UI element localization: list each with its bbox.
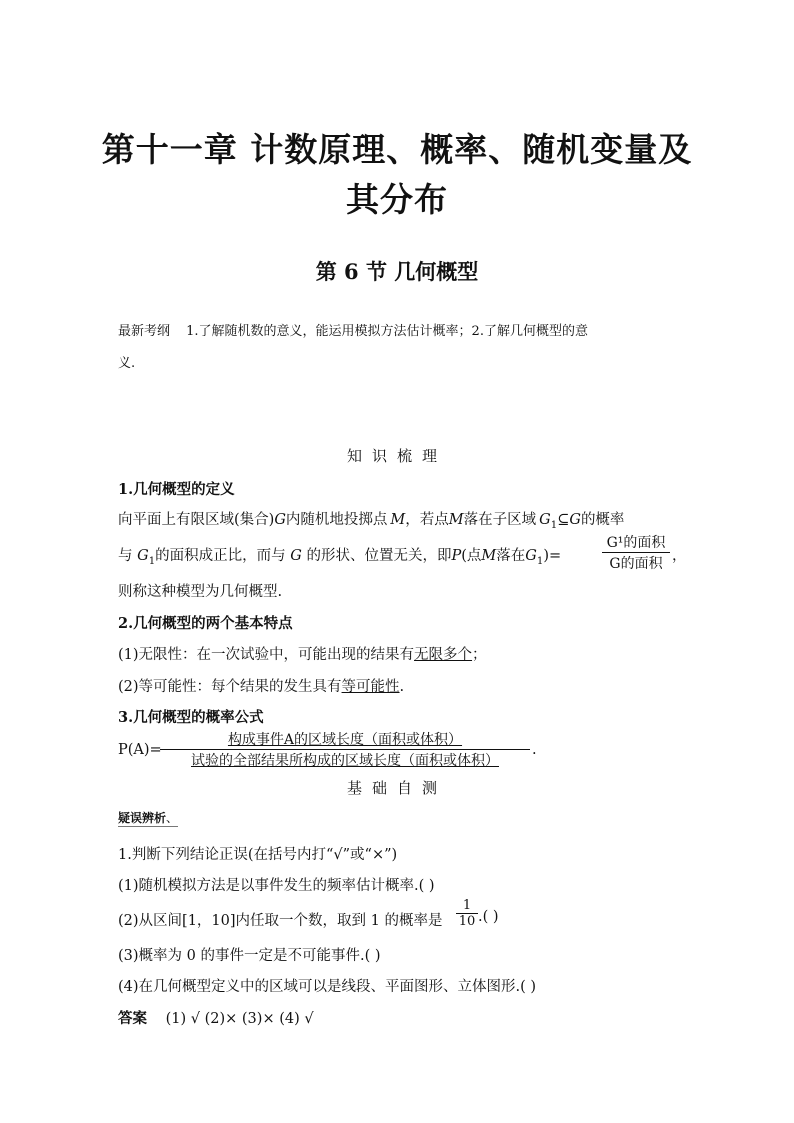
var-g1: G [137, 548, 149, 564]
formula-lhs: P(A)= [118, 742, 162, 758]
diagnosis-mark: 、 [166, 811, 179, 825]
features-title: 2.几何概型的两个基本特点 [118, 615, 293, 632]
var-g: G [569, 512, 581, 528]
text-segment: ，若点 [405, 512, 449, 528]
text-segment: )= [543, 548, 562, 564]
syllabus-line2: 义. [118, 356, 136, 371]
text-segment: 落在 [496, 548, 526, 564]
question-item-4: (4)在几何概型定义中的区域可以是线段、平面图形、立体图形.( ) [118, 979, 537, 995]
subscript: 1 [148, 555, 156, 567]
var-g1: G [525, 548, 537, 564]
text-segment: 的概率 [580, 512, 625, 528]
var-m: M [481, 548, 497, 564]
knowledge-heading: 知识梳理 [346, 447, 447, 465]
fraction-denominator: 试验的全部结果所构成的区域长度（面积或体积） [191, 753, 499, 769]
text-segment: (点 [461, 548, 482, 564]
text-segment: (2)等可能性：每个结果的发生具有 [118, 679, 342, 695]
question-item-3: (3)概率为 0 的事件一定是不可能事件.( ) [118, 948, 381, 964]
question-item-2 [118, 909, 442, 930]
fraction-numerator: G¹的面积 [606, 535, 666, 551]
text-segment: . [399, 679, 405, 695]
syllabus-text: 1.了解随机数的意义，能运用模拟方法估计概率；2.了解几何概型的意 [186, 324, 588, 339]
section-title: 第 6 节 几何概型 [315, 259, 479, 284]
feature-item-2 [118, 675, 404, 696]
answer-line [118, 1007, 314, 1028]
underlined-answer: 等可能性 [341, 679, 400, 695]
question-stem: 1.判断下列结论正误(在括号内打“√”或“×”) [118, 847, 398, 863]
text-segment: 的形状、位置无关，即 [306, 548, 452, 564]
definition-fraction [602, 532, 670, 573]
formula-title: 3.几何概型的概率公式 [118, 709, 264, 726]
diagnosis-text: 疑误辨析 [118, 811, 167, 825]
definition-line1 [118, 508, 624, 531]
fraction-denominator: 10 [458, 914, 476, 929]
subscript: 1 [550, 519, 558, 531]
definition-line2-end: ， [672, 548, 687, 564]
answer-text: (1) √ (2)× (3)× (4) √ [165, 1011, 314, 1027]
question-item-1: (1)随机模拟方法是以事件发生的频率估计概率.( ) [118, 878, 435, 894]
fraction-numerator: 构成事件A的区域长度（面积或体积） [227, 732, 463, 748]
text-segment: 落在子区域 [463, 512, 537, 528]
text-segment: 向平面上有限区域(集合) [118, 512, 275, 528]
subscript: 1 [536, 555, 544, 567]
text-segment: (1)无限性：在一次试验中，可能出现的结果有 [118, 647, 415, 663]
chapter-title-line1: 第十一章 计数原理、概率、随机变量及 [101, 130, 693, 169]
var-p: P [451, 548, 462, 564]
text-segment: 内随机地投掷点 [285, 512, 388, 528]
definition-line2 [118, 544, 561, 567]
question-text: (2)从区间[1，10]内任取一个数，取到 1 的概率是 [118, 913, 443, 929]
definition-line3: 则称这种模型为几何概型. [118, 584, 283, 600]
self-test-heading: 基础自测 [346, 779, 447, 797]
syllabus-line1 [118, 320, 588, 339]
text-segment: 与 [118, 548, 133, 564]
definition-title: 1.几何概型的定义 [118, 481, 235, 498]
diagnosis-label [118, 809, 178, 826]
chapter-title-line2: 其分布 [346, 180, 448, 219]
fraction-numerator: 1 [462, 898, 472, 913]
var-g: G [290, 548, 302, 564]
var-g: G [274, 512, 286, 528]
subset-symbol: ⊆ [557, 512, 570, 528]
fraction-denominator: G的面积 [609, 556, 663, 572]
syllabus-label: 最新考纲 [118, 324, 171, 339]
question-item-2-fraction [456, 898, 478, 929]
var-g1: G [539, 512, 551, 528]
question-item-2-tail: .( ) [478, 909, 499, 925]
text-segment: ； [472, 647, 487, 663]
text-segment: 的面积成正比，而与 [155, 548, 286, 564]
diagnosis-underline [118, 826, 178, 827]
underlined-answer: 无限多个 [414, 647, 473, 663]
feature-item-1 [118, 643, 487, 664]
formula-fraction [160, 729, 530, 770]
var-m: M [390, 512, 406, 528]
var-m: M [448, 512, 464, 528]
formula-end: . [532, 742, 537, 758]
answer-label: 答案 [118, 1010, 147, 1027]
